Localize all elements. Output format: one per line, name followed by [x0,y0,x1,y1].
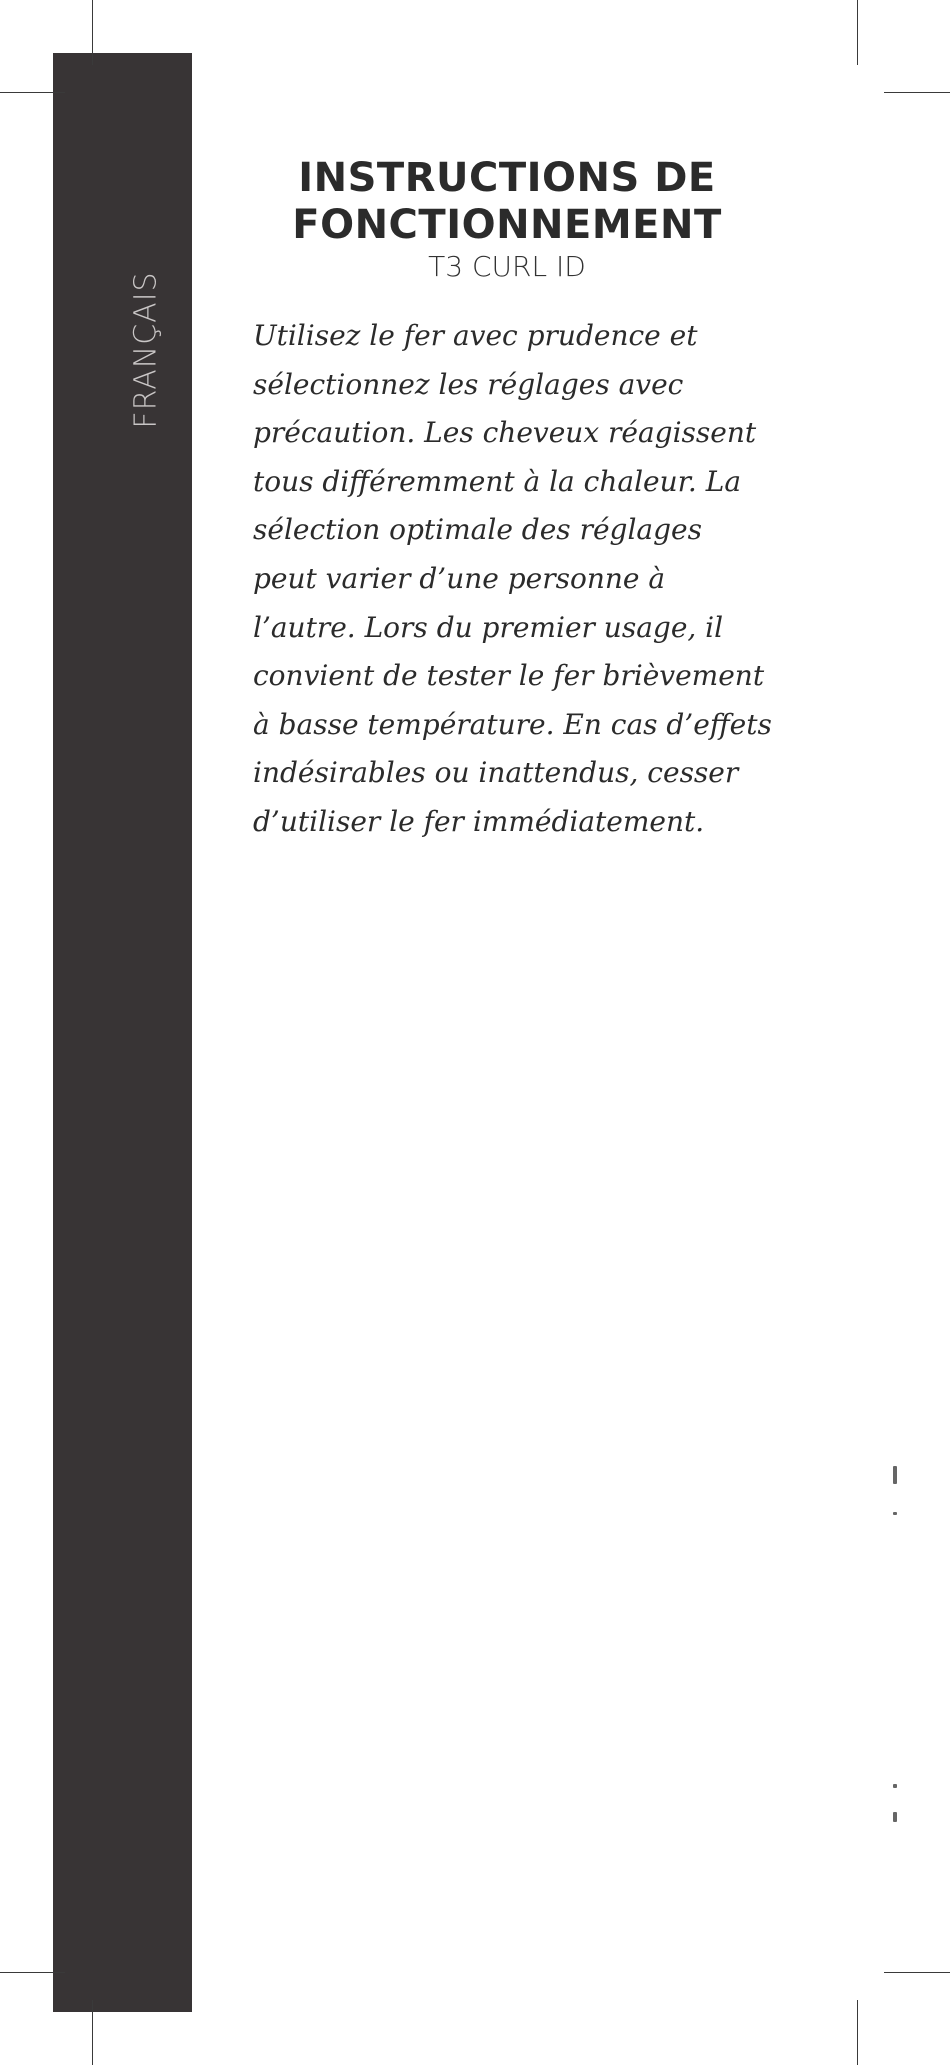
paragraph-line: l’autre. Lors du premier usage, il [253,610,724,644]
page-title-line-2: FONCTIONNEMENT [292,202,722,248]
crop-mark-top-left-horizontal [0,92,65,93]
paragraph-line: indésirables ou inattendus, cesser [253,756,739,790]
paragraph-line: Utilisez le fer avec prudence et [253,319,698,352]
edge-fragment-mark [893,1812,897,1822]
paragraph-line: sélectionnez les réglages avec [253,367,684,401]
paragraph-line: sélection optimale des réglages [253,513,702,547]
paragraph-line: tous différemment à la chaleur. La [253,464,742,498]
crop-mark-bottom-left-vertical [92,2000,93,2065]
paragraph-line: précaution. Les cheveux réagissent [253,416,757,450]
product-name: T3 CURL ID [428,250,586,283]
paragraph-line: d’utiliser le fer immédiatement. [253,804,705,838]
safety-instructions-paragraph [253,312,793,847]
crop-mark-top-right-vertical [857,0,858,65]
crop-mark-bottom-right-vertical [857,2000,858,2065]
document-header [253,155,761,283]
edge-fragment-mark [893,1784,897,1788]
paragraph-line: peut varier d’une personne à [253,561,666,595]
edge-fragment-mark [893,1512,897,1515]
language-label: FRANÇAIS [128,271,164,429]
edge-fragment-mark [893,1466,897,1484]
crop-mark-bottom-left-horizontal [0,1972,65,1973]
language-sidebar [53,53,192,2012]
crop-mark-bottom-right-horizontal [884,1972,950,1973]
paragraph-line: à basse température. En cas d’effets [253,707,772,741]
crop-mark-top-left-vertical [92,0,93,65]
page-title [253,155,761,249]
page-title-line-1: INSTRUCTIONS DE [298,155,716,201]
crop-mark-top-right-horizontal [884,92,950,93]
paragraph-line: convient de tester le fer brièvement [253,659,765,693]
